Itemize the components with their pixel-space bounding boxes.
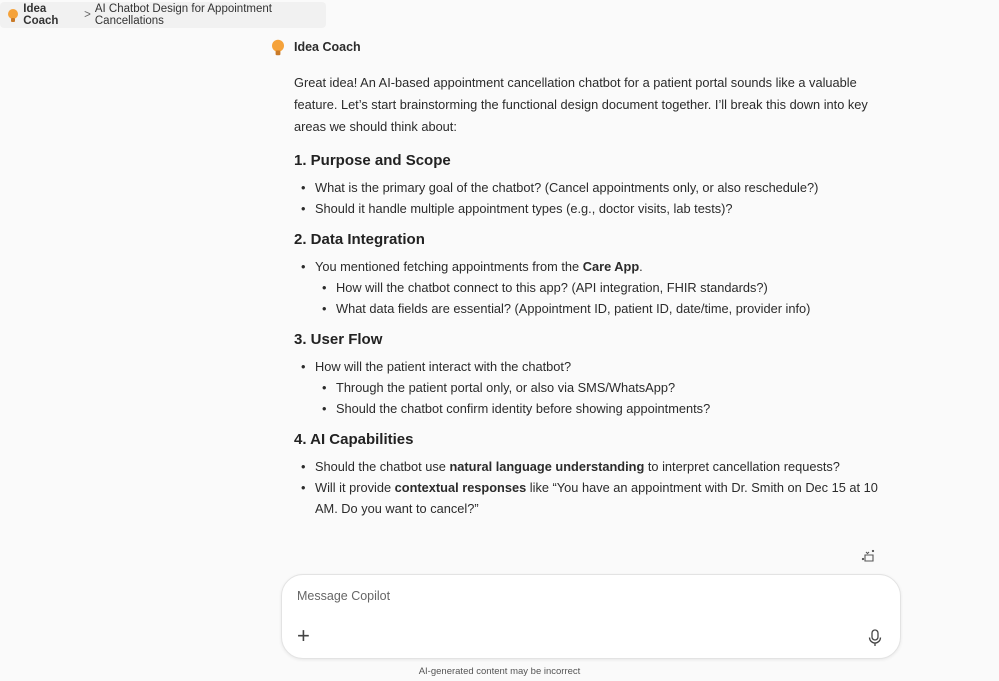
add-attachment-button[interactable]: + xyxy=(297,623,310,648)
disclaimer: AI-generated content may be incorrect xyxy=(418,666,581,677)
list-item xyxy=(294,477,894,519)
message-input[interactable]: Message Copilot xyxy=(297,589,391,603)
list-item xyxy=(294,256,894,319)
bullet-list xyxy=(294,177,894,219)
assistant-name: Idea Coach xyxy=(294,40,361,54)
list-item: • What is the primary goal of the chatbot? (Cancel appointments only, or also reschedule?) xyxy=(294,177,894,198)
section-heading: 3. User Flow xyxy=(294,331,383,348)
text: . xyxy=(639,259,643,274)
section-heading: 4. AI Capabilities xyxy=(294,431,414,448)
list-item: • Should the chatbot confirm identity before showing appointments? xyxy=(315,398,894,419)
intro-text: Great idea! An AI-based appointment cancellation chatbot for a patient portal sounds like a valuable feature. Let’s start brainstorming the functional design document together. I’ll break this down into key areas we should think about: xyxy=(294,75,868,134)
assistant-header xyxy=(273,40,361,54)
bold-text: natural language understanding xyxy=(449,459,645,474)
lightbulb-icon xyxy=(272,39,284,55)
list-item: • Through the patient portal only, or also via SMS/WhatsApp? xyxy=(315,377,894,398)
list-item: • Should it handle multiple appointment types (e.g., doctor visits, lab tests)? xyxy=(294,198,894,219)
text: to interpret cancellation requests? xyxy=(644,459,840,474)
text: Should the chatbot use xyxy=(315,459,450,474)
text: Will it provide xyxy=(315,480,395,495)
text: like “You have an appointment with Dr. Smith on Dec 15 at 10 AM. Do you want to cancel?” xyxy=(315,480,878,516)
section-heading: 1. Purpose and Scope xyxy=(294,152,451,169)
list-item xyxy=(294,356,894,419)
text: You mentioned fetching appointments from the xyxy=(315,259,583,274)
breadcrumb xyxy=(0,2,326,28)
section-heading: 2. Data Integration xyxy=(294,231,425,248)
bold-text: Care App xyxy=(582,259,640,274)
message-composer[interactable] xyxy=(281,574,901,659)
list-item xyxy=(294,456,894,477)
breadcrumb-separator: > xyxy=(84,9,91,21)
breadcrumb-app[interactable]: Idea Coach xyxy=(23,3,59,27)
bullet-list xyxy=(294,256,894,319)
list-item: • How will the chatbot connect to this app? (API integration, FHIR standards?) xyxy=(315,277,894,298)
assistant-message xyxy=(294,72,894,529)
microphone-icon[interactable] xyxy=(868,629,882,647)
text: How will the patient interact with the chatbot? xyxy=(315,359,572,374)
lightbulb-icon xyxy=(8,9,17,22)
rewrite-icon[interactable] xyxy=(861,549,875,563)
list-item: • What data fields are essential? (Appointment ID, patient ID, date/time, provider info) xyxy=(315,298,894,319)
breadcrumb-title: AI Chatbot Design for Appointment Cancellations xyxy=(94,3,272,27)
bullet-list xyxy=(294,356,894,419)
bullet-list xyxy=(294,456,894,519)
bold-text: contextual responses xyxy=(394,480,527,495)
